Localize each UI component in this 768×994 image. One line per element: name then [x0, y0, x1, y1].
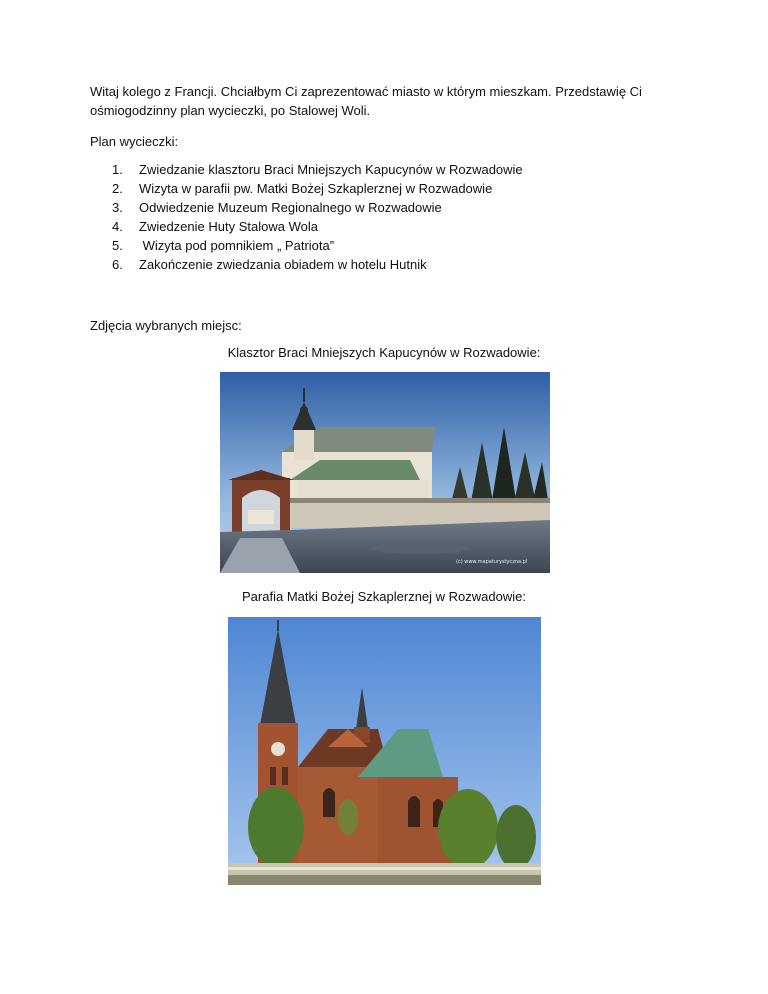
church-photo	[228, 617, 541, 885]
list-item	[112, 236, 523, 255]
list-item	[112, 198, 523, 217]
list-item	[112, 217, 523, 236]
list-number: 5.	[112, 238, 123, 253]
photo1-caption: Klasztor Braci Mniejszych Kapucynów w Rozwadowie:	[227, 345, 541, 360]
list-text: Odwiedzenie Muzeum Regionalnego w Rozwadowie	[139, 200, 442, 215]
list-text: Zwiedzanie klasztoru Braci Mniejszych Kapucynów w Rozwadowie	[139, 162, 523, 177]
monastery-photo	[220, 372, 550, 573]
list-number: 3.	[112, 200, 123, 215]
list-text: Wizyta w parafii pw. Matki Bożej Szkaplerznej w Rozwadowie	[139, 181, 493, 196]
list-number: 4.	[112, 219, 123, 234]
list-text: Zwiedzenie Huty Stalowa Wola	[139, 219, 318, 234]
list-text: Wizyta pod pomnikiem „ Patriota”	[139, 238, 335, 253]
photo2-caption: Parafia Matki Bożej Szkaplerznej w Rozwadowie:	[242, 589, 526, 604]
photo-watermark: (c) www.mapaturystyczna.pl	[456, 559, 528, 565]
plan-heading: Plan wycieczki:	[90, 134, 179, 149]
list-number: 6.	[112, 257, 123, 272]
list-number: 2.	[112, 181, 123, 196]
list-text: Zakończenie zwiedzania obiadem w hotelu Hutnik	[139, 257, 427, 272]
list-item	[112, 255, 523, 274]
plan-list	[112, 160, 523, 274]
list-item	[112, 179, 523, 198]
intro-paragraph: Witaj kolego z Francji. Chciałbym Ci zaprezentować miasto w którym mieszkam. Przedstawię Ci ośmiogodzinny plan wycieczki, po Stalowej Woli.	[90, 84, 642, 118]
photos-heading: Zdjęcia wybranych miejsc:	[90, 318, 242, 333]
list-number: 1.	[112, 162, 123, 177]
list-item	[112, 160, 523, 179]
